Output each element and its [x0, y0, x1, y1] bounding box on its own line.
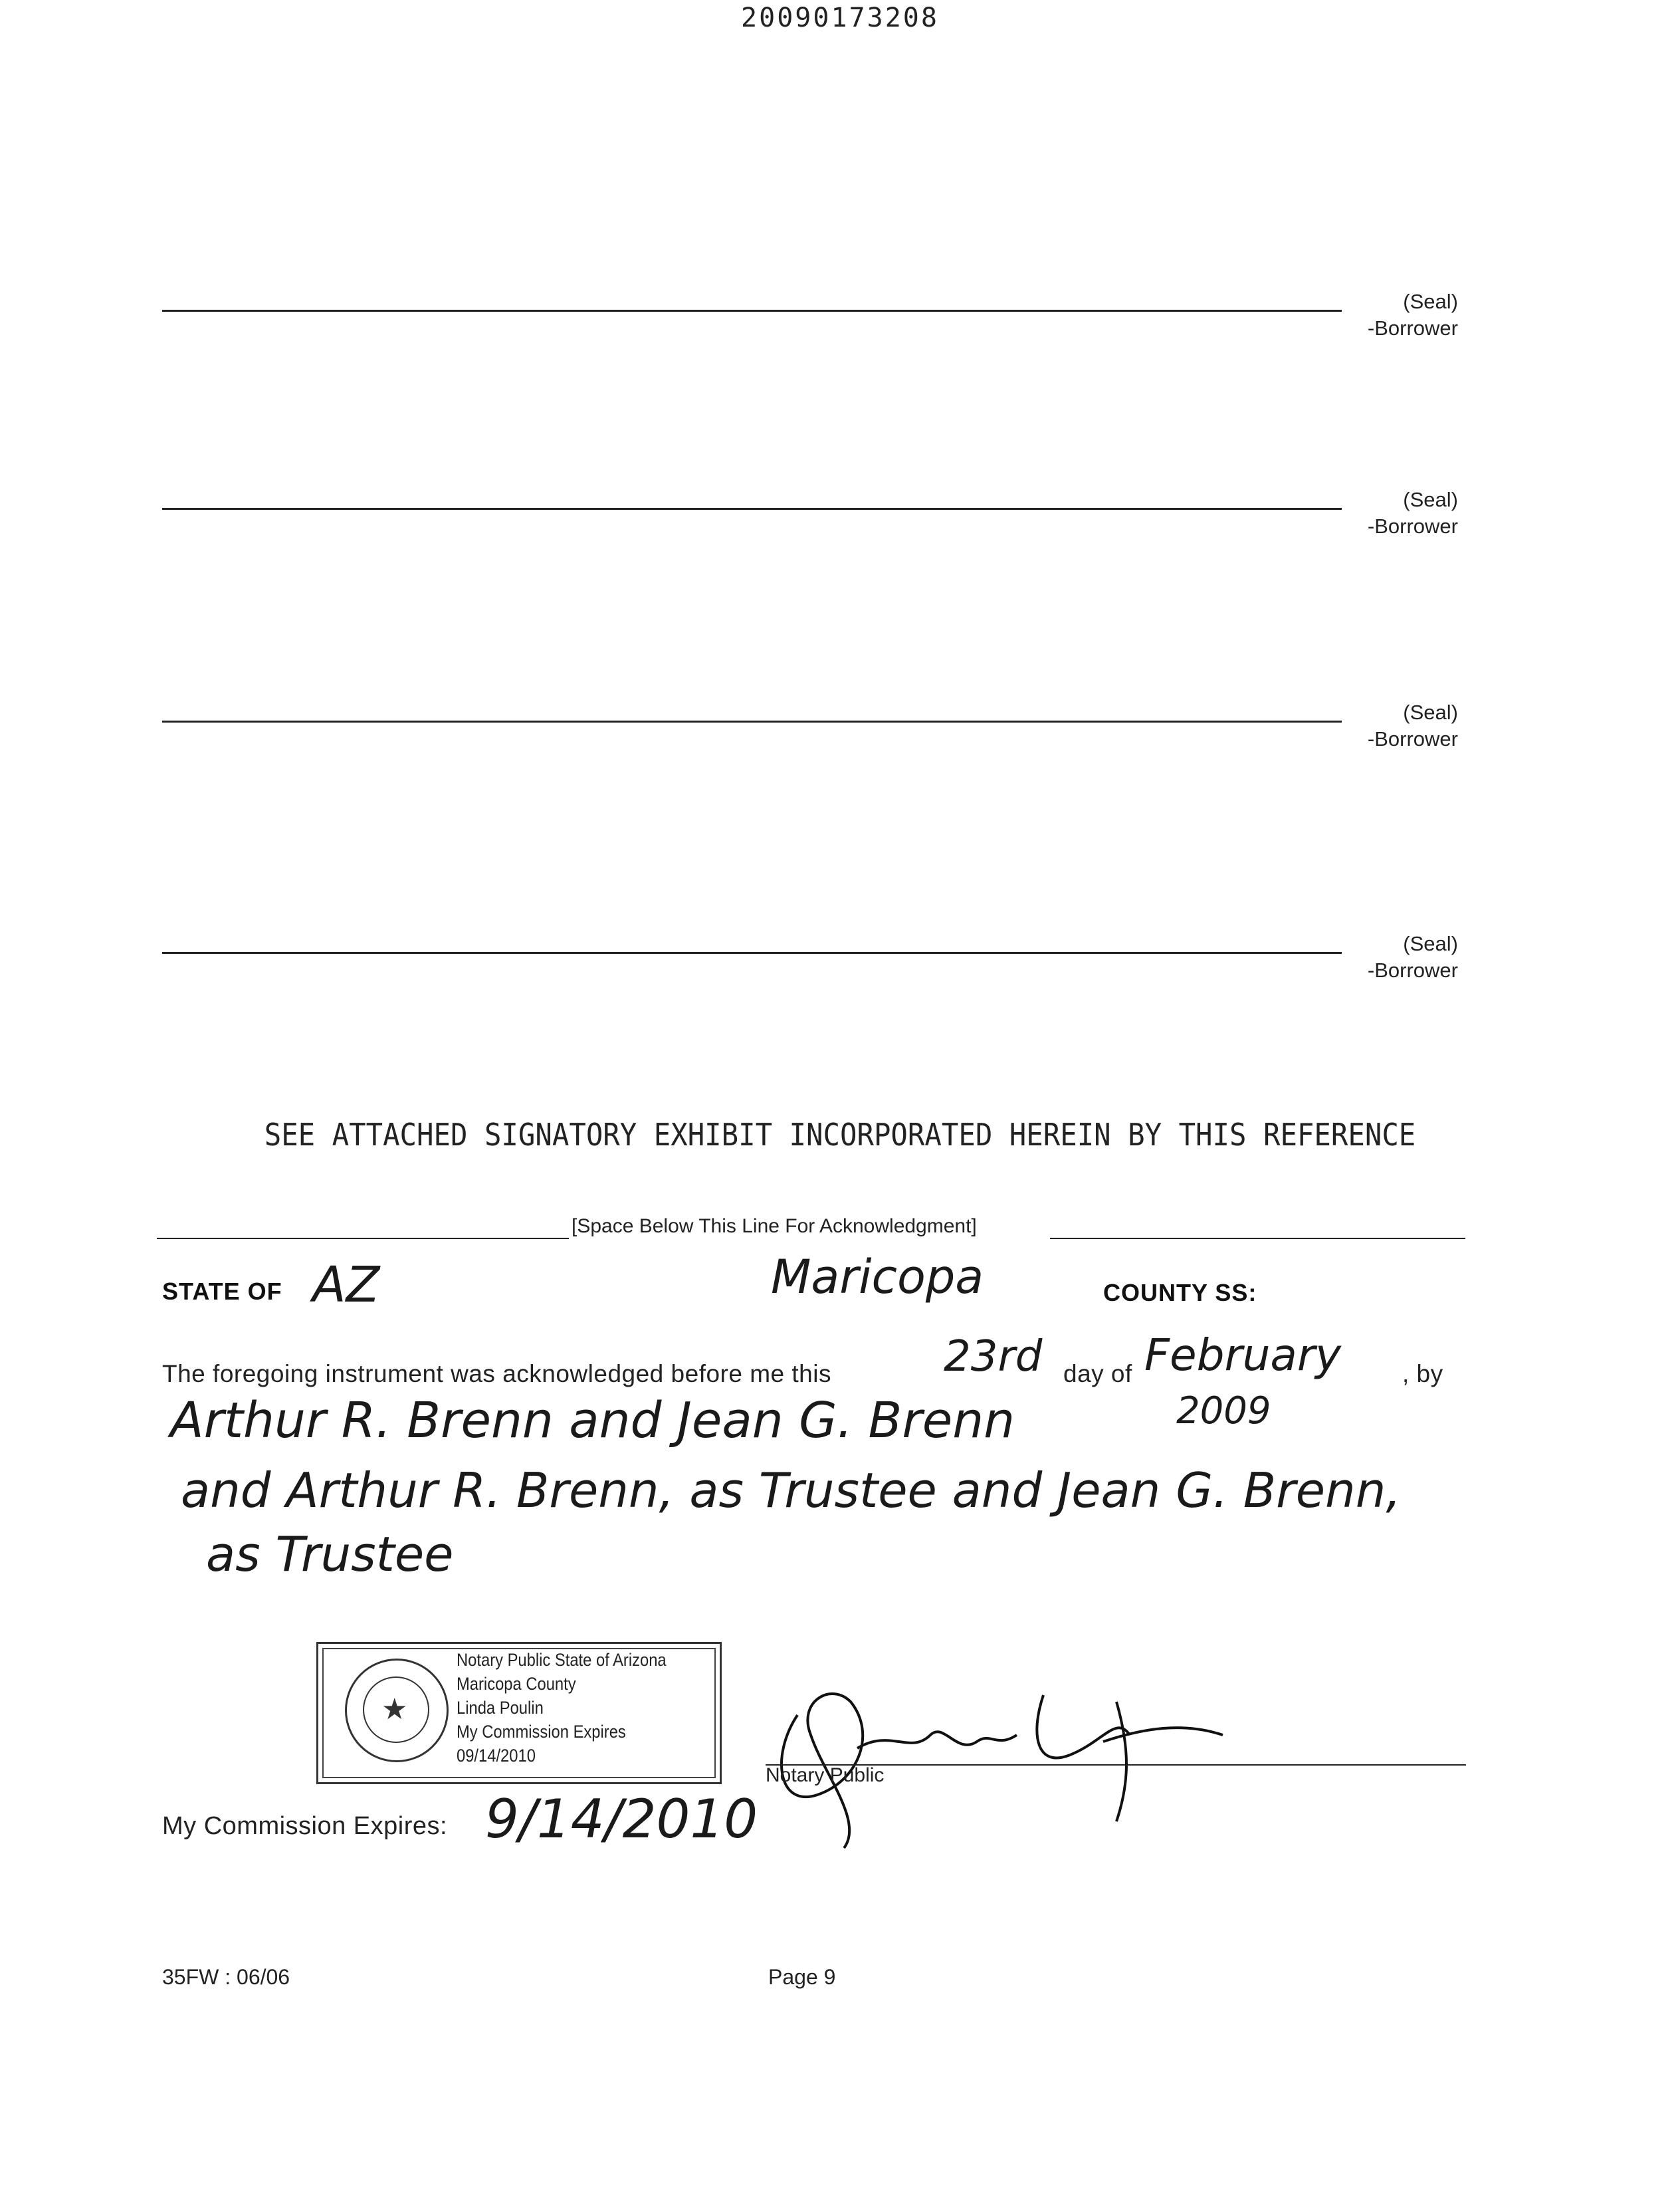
state-handwritten: AZ: [312, 1256, 380, 1314]
month-handwritten: February: [1144, 1329, 1342, 1381]
year-handwritten: 2009: [1176, 1389, 1271, 1433]
notary-stamp: [316, 1642, 722, 1784]
ack-sentence: The foregoing instrument was acknowledged before me this: [162, 1360, 831, 1387]
borrower-label: -Borrower: [1367, 727, 1458, 750]
county-label: COUNTY SS:: [1103, 1279, 1257, 1306]
notary-stamp-text: [457, 1648, 714, 1768]
stamp-line-1: Notary Public State of Arizona: [457, 1650, 667, 1670]
names-line-3: as Trustee: [206, 1526, 454, 1582]
commission-expires-label: My Commission Expires:: [162, 1812, 448, 1840]
notary-signature: [758, 1655, 1263, 1855]
day-of-label: day of: [1063, 1360, 1132, 1387]
by-label: , by: [1402, 1360, 1443, 1387]
stamp-line-3: Linda Poulin: [457, 1698, 544, 1718]
page-number: Page 9: [768, 1965, 836, 1989]
signature-block-1: [162, 286, 1458, 346]
stamp-line-4: My Commission Expires: [457, 1722, 626, 1742]
borrower-label: -Borrower: [1367, 959, 1458, 982]
seal-label: (Seal): [1403, 488, 1458, 511]
names-line-1: Arthur R. Brenn and Jean G. Brenn: [170, 1392, 1015, 1449]
signature-block-2: [162, 484, 1458, 544]
seal-label: (Seal): [1403, 701, 1458, 724]
signature-line: [162, 952, 1342, 954]
ack-divider-label: [Space Below This Line For Acknowledgment]: [572, 1215, 977, 1237]
signature-line: [162, 310, 1342, 312]
stamp-line-2: Maricopa County: [457, 1674, 576, 1694]
borrower-label: -Borrower: [1367, 515, 1458, 538]
signature-line: [162, 508, 1342, 510]
ack-divider-left: [157, 1238, 569, 1239]
commission-expires-handwritten: 9/14/2010: [485, 1788, 758, 1850]
county-handwritten: Maricopa: [771, 1250, 984, 1304]
state-label: STATE OF: [162, 1278, 282, 1305]
signatory-exhibit-notice: SEE ATTACHED SIGNATORY EXHIBIT INCORPORATED HEREIN BY THIS REFERENCE: [264, 1117, 1416, 1153]
stamp-line-5: 09/14/2010: [457, 1746, 536, 1766]
signature-line: [162, 721, 1342, 723]
state-seal-star-icon: ★: [381, 1693, 408, 1726]
borrower-label: -Borrower: [1367, 316, 1458, 340]
day-handwritten: 23rd: [944, 1332, 1043, 1381]
seal-label: (Seal): [1403, 290, 1458, 313]
signature-block-3: [162, 697, 1458, 756]
form-code: 35FW : 06/06: [162, 1965, 290, 1989]
seal-label: (Seal): [1403, 932, 1458, 955]
state-seal-icon: [345, 1659, 449, 1762]
ack-divider-right: [1050, 1238, 1465, 1239]
notary-public-label: Notary Public: [766, 1764, 885, 1786]
names-line-2: and Arthur R. Brenn, as Trustee and Jean G. Brenn,: [181, 1462, 1402, 1518]
document-number: 20090173208: [741, 3, 939, 33]
signature-block-4: [162, 928, 1458, 988]
